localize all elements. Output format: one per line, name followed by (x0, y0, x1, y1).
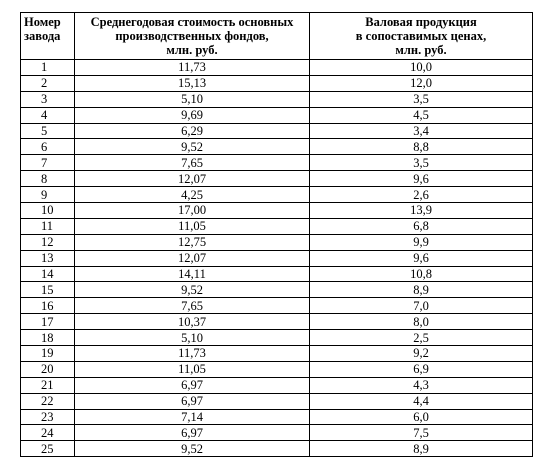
cell-fixed-assets: 6,97 (75, 393, 310, 409)
cell-factory-number: 14 (21, 266, 75, 282)
cell-gross-output: 4,3 (310, 377, 533, 393)
cell-factory-number: 19 (21, 346, 75, 362)
cell-gross-output: 6,8 (310, 218, 533, 234)
cell-fixed-assets: 6,97 (75, 425, 310, 441)
table-row (21, 75, 533, 91)
cell-factory-number: 18 (21, 330, 75, 346)
table-row (21, 409, 533, 425)
table-row (21, 234, 533, 250)
cell-gross-output: 4,5 (310, 107, 533, 123)
cell-factory-number: 13 (21, 250, 75, 266)
table-row (21, 218, 533, 234)
cell-fixed-assets: 6,97 (75, 377, 310, 393)
cell-factory-number: 5 (21, 123, 75, 139)
cell-gross-output: 8,0 (310, 314, 533, 330)
header-gross-output (310, 13, 533, 60)
cell-fixed-assets: 11,73 (75, 60, 310, 76)
cell-fixed-assets: 11,05 (75, 361, 310, 377)
table-row (21, 346, 533, 362)
cell-factory-number: 7 (21, 155, 75, 171)
cell-factory-number: 21 (21, 377, 75, 393)
cell-factory-number: 9 (21, 187, 75, 203)
table-row (21, 361, 533, 377)
table-row (21, 393, 533, 409)
cell-fixed-assets: 7,65 (75, 155, 310, 171)
cell-gross-output: 8,9 (310, 441, 533, 457)
cell-factory-number: 12 (21, 234, 75, 250)
header-line: млн. руб. (395, 43, 447, 57)
table-row (21, 298, 533, 314)
cell-fixed-assets: 9,52 (75, 139, 310, 155)
cell-fixed-assets: 15,13 (75, 75, 310, 91)
cell-factory-number: 8 (21, 171, 75, 187)
cell-gross-output: 13,9 (310, 203, 533, 219)
table-row (21, 107, 533, 123)
cell-gross-output: 6,9 (310, 361, 533, 377)
cell-gross-output: 6,0 (310, 409, 533, 425)
cell-factory-number: 4 (21, 107, 75, 123)
cell-fixed-assets: 12,07 (75, 171, 310, 187)
data-table-container (20, 12, 533, 457)
cell-gross-output: 7,0 (310, 298, 533, 314)
cell-fixed-assets: 5,10 (75, 91, 310, 107)
factory-data-table (20, 12, 533, 457)
cell-gross-output: 10,8 (310, 266, 533, 282)
header-factory-number (21, 13, 75, 60)
cell-fixed-assets: 12,75 (75, 234, 310, 250)
cell-factory-number: 15 (21, 282, 75, 298)
table-row (21, 155, 533, 171)
cell-fixed-assets: 11,73 (75, 346, 310, 362)
cell-gross-output: 9,9 (310, 234, 533, 250)
cell-factory-number: 1 (21, 60, 75, 76)
cell-factory-number: 6 (21, 139, 75, 155)
table-row (21, 187, 533, 203)
cell-factory-number: 3 (21, 91, 75, 107)
cell-factory-number: 16 (21, 298, 75, 314)
cell-factory-number: 22 (21, 393, 75, 409)
cell-fixed-assets: 4,25 (75, 187, 310, 203)
table-row (21, 250, 533, 266)
cell-factory-number: 20 (21, 361, 75, 377)
cell-fixed-assets: 9,52 (75, 282, 310, 298)
cell-factory-number: 25 (21, 441, 75, 457)
cell-gross-output: 2,5 (310, 330, 533, 346)
cell-factory-number: 11 (21, 218, 75, 234)
cell-gross-output: 4,4 (310, 393, 533, 409)
table-row (21, 425, 533, 441)
table-row (21, 314, 533, 330)
header-line: завода (24, 29, 61, 43)
cell-fixed-assets: 11,05 (75, 218, 310, 234)
header-line: млн. руб. (166, 43, 218, 57)
cell-fixed-assets: 7,14 (75, 409, 310, 425)
cell-gross-output: 9,2 (310, 346, 533, 362)
cell-fixed-assets: 9,69 (75, 107, 310, 123)
cell-fixed-assets: 5,10 (75, 330, 310, 346)
table-row (21, 60, 533, 76)
cell-gross-output: 3,5 (310, 155, 533, 171)
header-line: Валовая продукция (365, 15, 477, 29)
cell-fixed-assets: 14,11 (75, 266, 310, 282)
cell-gross-output: 2,6 (310, 187, 533, 203)
cell-factory-number: 2 (21, 75, 75, 91)
header-line: в сопоставимых ценах, (355, 29, 487, 43)
header-line: производственных фондов, (115, 29, 269, 43)
table-row (21, 139, 533, 155)
table-body (21, 60, 533, 457)
cell-fixed-assets: 12,07 (75, 250, 310, 266)
cell-gross-output: 8,8 (310, 139, 533, 155)
table-header-row (21, 13, 533, 60)
cell-fixed-assets: 10,37 (75, 314, 310, 330)
header-fixed-assets (75, 13, 310, 60)
table-row (21, 330, 533, 346)
cell-factory-number: 10 (21, 203, 75, 219)
cell-gross-output: 8,9 (310, 282, 533, 298)
cell-fixed-assets: 17,00 (75, 203, 310, 219)
cell-gross-output: 9,6 (310, 250, 533, 266)
table-row (21, 171, 533, 187)
header-line: Среднегодовая стоимость основных (90, 15, 294, 29)
cell-gross-output: 12,0 (310, 75, 533, 91)
table-row (21, 91, 533, 107)
cell-fixed-assets: 9,52 (75, 441, 310, 457)
cell-gross-output: 10,0 (310, 60, 533, 76)
cell-factory-number: 17 (21, 314, 75, 330)
table-row (21, 123, 533, 139)
header-line: Номер (24, 15, 61, 29)
cell-fixed-assets: 7,65 (75, 298, 310, 314)
cell-gross-output: 3,4 (310, 123, 533, 139)
table-row (21, 377, 533, 393)
cell-fixed-assets: 6,29 (75, 123, 310, 139)
table-row (21, 203, 533, 219)
cell-gross-output: 7,5 (310, 425, 533, 441)
table-row (21, 266, 533, 282)
cell-factory-number: 23 (21, 409, 75, 425)
cell-gross-output: 9,6 (310, 171, 533, 187)
table-row (21, 282, 533, 298)
table-row (21, 441, 533, 457)
cell-factory-number: 24 (21, 425, 75, 441)
cell-gross-output: 3,5 (310, 91, 533, 107)
